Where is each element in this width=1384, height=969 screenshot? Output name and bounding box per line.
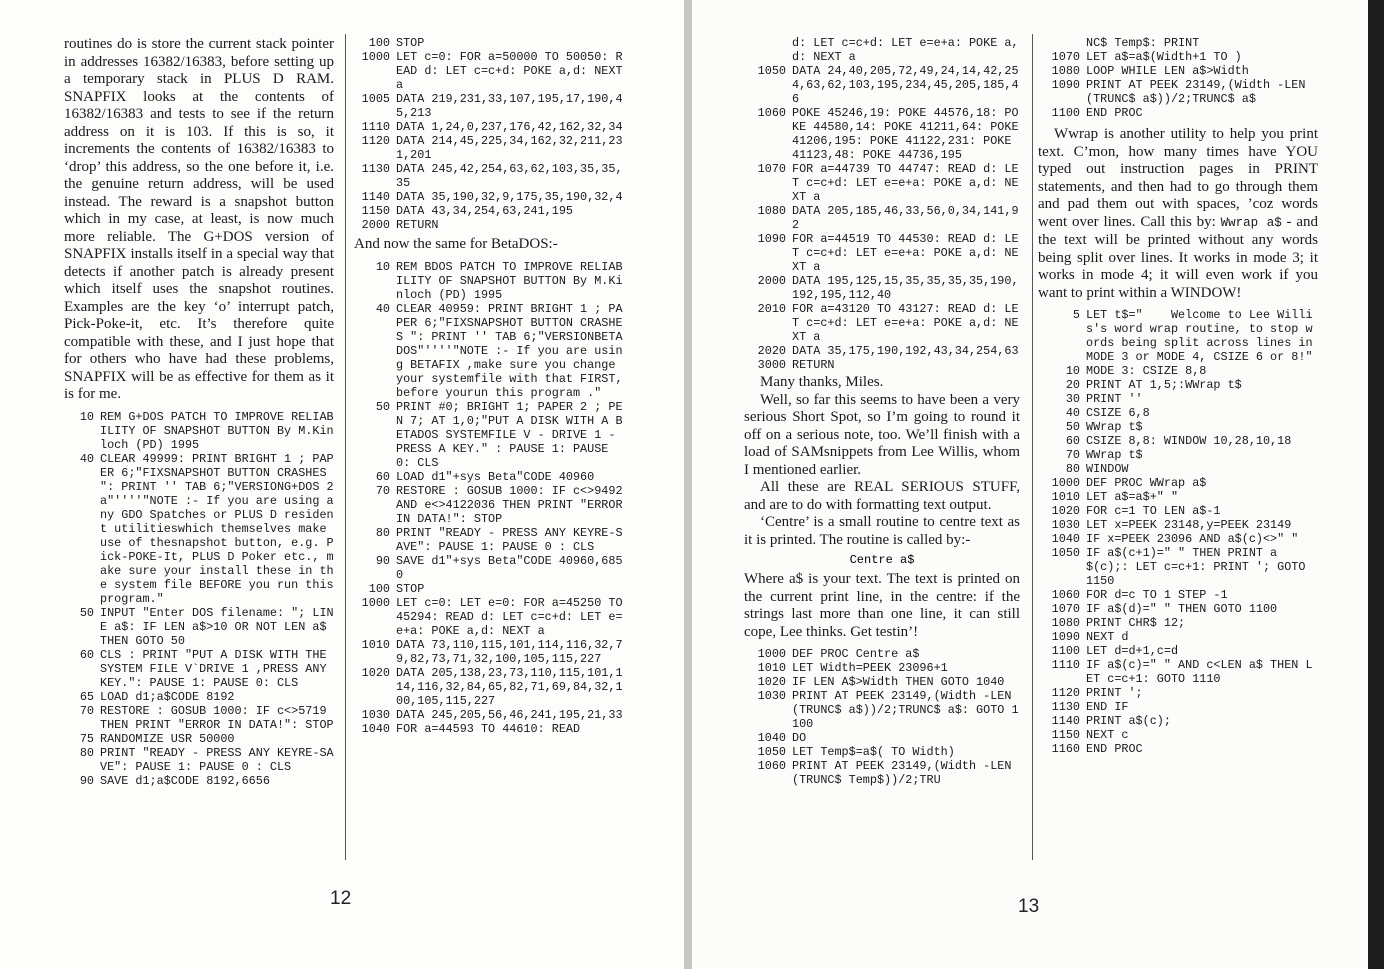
code-text: END IF xyxy=(1086,700,1129,714)
code-text: PRINT "READY - PRESS ANY KEYRE-SAVE": PAUSE 1: PAUSE 0 : CLS xyxy=(100,745,334,774)
line-number: 2000 xyxy=(361,218,390,232)
line-number: 1010 xyxy=(757,661,786,675)
code-line xyxy=(354,582,624,596)
code-text: DATA 24,40,205,72,49,24,14,42,254,63,62,103,195,234,45,205,185,46 xyxy=(792,64,1019,106)
line-number: 1080 xyxy=(1051,64,1080,78)
code-line xyxy=(1038,532,1318,546)
code-line xyxy=(354,400,624,470)
code-text: RETURN xyxy=(396,218,439,232)
line-number: 1050 xyxy=(757,64,786,78)
code-text: DATA 205,185,46,33,56,0,34,141,92 xyxy=(792,204,1019,232)
code-line xyxy=(354,708,624,722)
code-line xyxy=(354,722,624,736)
code-text: LET x=PEEK 23148,y=PEEK 23149 xyxy=(1086,518,1292,532)
line-number: 70 xyxy=(375,483,390,498)
code-line xyxy=(1038,448,1318,462)
wwrap-text-a: Wwrap is another utility to help you print text. C’mon, how many times have YOU typed out instruction pages in PRINT statements, and then had to go through them and pad them out with spaces, ’coz words went over lines. Call this by: xyxy=(1038,126,1318,230)
book-gutter xyxy=(684,0,692,969)
paragraph-short-spot: Well, so far this seems to have been a very serious Short Spot, so I’m going to round it off on a serious note, too. We’ll finish with a load of SAMsnippets from Lee Willis, whom I mentioned earlier. xyxy=(744,391,1020,478)
line-number: 60 xyxy=(375,469,390,484)
right-col1-prose xyxy=(744,374,1020,549)
code-line xyxy=(1038,588,1318,602)
line-number: 1070 xyxy=(757,162,786,176)
line-number: 1020 xyxy=(1051,504,1080,518)
line-number: 1040 xyxy=(1051,532,1080,546)
left-column-2 xyxy=(354,36,630,736)
code-text: NEXT d xyxy=(1086,630,1129,644)
line-number: 1020 xyxy=(757,675,786,689)
code-line xyxy=(354,638,624,666)
code-line xyxy=(64,648,334,690)
code-line xyxy=(354,190,624,204)
left-page xyxy=(0,0,684,969)
line-number: 1030 xyxy=(1051,518,1080,532)
line-number: 1070 xyxy=(1051,602,1080,616)
line-number: 1080 xyxy=(757,204,786,218)
code-text: RETURN xyxy=(792,358,835,372)
code-line xyxy=(1038,490,1318,504)
code-text: PRINT a$(c); xyxy=(1086,714,1171,728)
line-number: 1130 xyxy=(1051,700,1080,714)
code-text: LET Temp$=a$( TO Width) xyxy=(792,745,955,759)
code-line xyxy=(354,260,624,302)
code-line xyxy=(354,301,630,400)
code-line xyxy=(354,204,624,218)
code-line xyxy=(354,134,624,162)
line-number: 1010 xyxy=(361,637,390,652)
column-divider xyxy=(1032,34,1033,860)
wwrap-text-b: - and the text will be printed without any words being split over lines. It works in mode 3; it works in mode 4; it will even work if you want to print within a WINDOW! xyxy=(1038,213,1319,301)
code-text: DATA 219,231,33,107,195,17,190,45,213 xyxy=(396,92,623,120)
paragraph-centre-explain: Where a$ is your text. The text is printed on the current print line, in the centre: if the strings last more than one line, it can still cope, Lee thinks. Get testin’! xyxy=(744,571,1020,640)
line-number: 1000 xyxy=(361,595,390,610)
code-line xyxy=(1038,700,1318,714)
code-line xyxy=(1038,630,1318,644)
line-number: 1110 xyxy=(361,120,390,134)
code-text: REM BDOS PATCH TO IMPROVE RELIABILITY OF SNAPSHOT BUTTON By M.Kinloch (PD) 1995 xyxy=(396,259,623,302)
code-line xyxy=(744,358,1020,372)
line-number: 1020 xyxy=(361,665,390,680)
code-line xyxy=(354,554,624,582)
code-text: DATA 214,45,225,34,162,32,211,231,201 xyxy=(396,134,623,162)
line-number: 2010 xyxy=(757,302,786,316)
code-text: PRINT #0; BRIGHT 1; PAPER 2 ; PEN 7; AT 1,0;"PUT A DISK WITH A BETADOS SYSTEMFILE V - DRIVE 1 - PRESS A KEY." : PAUSE 1: PAUSE 0: CLS xyxy=(396,399,623,470)
code-line xyxy=(1038,462,1318,476)
code-text: LOAD d1"+sys Beta"CODE 40960 xyxy=(396,469,595,484)
code-text: END PROC xyxy=(1086,742,1143,756)
column-divider xyxy=(345,34,346,860)
code-line xyxy=(64,704,334,732)
line-number xyxy=(744,36,792,64)
line-number: 20 xyxy=(1065,378,1080,392)
right-column-1 xyxy=(744,36,1026,787)
page-number-right: 13 xyxy=(1018,896,1040,917)
right-col2-code-a xyxy=(1038,36,1318,120)
line-number: 1000 xyxy=(757,647,786,661)
code-line xyxy=(1038,742,1318,756)
code-line xyxy=(354,218,624,232)
code-text: PRINT '' xyxy=(1086,392,1143,406)
code-text: STOP xyxy=(396,581,425,596)
code-text: d: LET c=c+d: LET e=e+a: POKE a,d: NEXT a xyxy=(792,36,1019,64)
code-text: LET a$=a$(Width+1 TO ) xyxy=(1086,50,1242,64)
line-number: 10 xyxy=(375,259,390,274)
code-text: DATA 43,34,254,63,241,195 xyxy=(396,204,573,218)
code-text: FOR a=44519 TO 44530: READ d: LET c=c+d: LET e=e+a: POKE a,d: NEXT a xyxy=(792,232,1019,274)
line-number: 1040 xyxy=(361,721,390,736)
line-number: 60 xyxy=(79,647,94,662)
code-line xyxy=(354,92,624,120)
line-number: 70 xyxy=(1065,448,1080,462)
code-line xyxy=(64,746,334,774)
line-number: 1150 xyxy=(1051,728,1080,742)
code-text: CSIZE 6,8 xyxy=(1086,406,1150,420)
line-number: 1005 xyxy=(361,92,390,106)
code-line xyxy=(744,731,1020,745)
left-col2-paragraph: And now the same for BetaDOS:- xyxy=(354,236,558,252)
code-text: PRINT AT PEEK 23149,(Width -LEN (TRUNC$ a$))/2;TRUNC$ a$ xyxy=(1086,78,1313,106)
code-line xyxy=(1038,378,1318,392)
code-text: CLEAR 49999: PRINT BRIGHT 1 ; PAPER 6;"FIXSNAPSHOT BUTTON CRASHES ": PRINT '' TAB 6;"VERSIONG+DOS 2a"''''"NOTE :- If you are using any GDO Spatches or PLUS D resident utilitieswhich themselves make use of thesnapshot button, e.g. Pick-POKE-It, PLUS D Poker etc., make sure your install these in the system file BEFORE you run this program." xyxy=(100,451,341,606)
code-line xyxy=(354,526,624,554)
line-number: 50 xyxy=(1065,420,1080,434)
code-line xyxy=(1038,364,1318,378)
code-line xyxy=(744,661,1020,675)
code-text: LET Width=PEEK 23096+1 xyxy=(792,661,948,675)
left-column-1 xyxy=(64,36,341,788)
code-text: DO xyxy=(792,731,807,745)
code-line xyxy=(1038,644,1318,658)
line-number: 90 xyxy=(375,553,390,568)
code-line xyxy=(744,745,1020,759)
centre-call-example: Centre a$ xyxy=(849,553,915,567)
code-text: INPUT "Enter DOS filename: "; LINE a$: IF LEN a$>10 OR NOT LEN a$ THEN GOTO 50 xyxy=(100,605,334,648)
code-text: DATA 245,205,56,46,241,195,21,33 xyxy=(396,707,623,722)
code-text: DEF PROC Centre a$ xyxy=(792,647,920,661)
line-number: 100 xyxy=(368,581,390,596)
code-line xyxy=(744,759,1020,787)
code-line xyxy=(744,64,1020,106)
code-text: RANDOMIZE USR 50000 xyxy=(100,731,235,746)
code-line xyxy=(354,483,630,526)
line-number: 1130 xyxy=(361,162,390,176)
line-number: 80 xyxy=(79,745,94,760)
code-text: LET c=0: LET e=0: FOR a=45250 TO 45294: READ d: LET c=c+d: LET e=e+a: POKE a,d: NEXT a xyxy=(396,595,630,638)
line-number: 3000 xyxy=(757,358,786,372)
line-number: 2020 xyxy=(757,344,786,358)
line-number: 1120 xyxy=(1051,686,1080,700)
code-line xyxy=(1038,616,1318,630)
right-col2-code-b xyxy=(1038,308,1318,756)
line-number: 1140 xyxy=(361,190,390,204)
code-text: IF a$(c+1)=" " THEN PRINT a$(c);: LET c=c+1: PRINT '; GOTO 1150 xyxy=(1086,546,1313,588)
code-line xyxy=(1038,78,1318,106)
code-text: IF LEN A$>Width THEN GOTO 1040 xyxy=(792,675,1005,689)
code-text: NEXT c xyxy=(1086,728,1129,742)
code-line xyxy=(744,232,1020,274)
line-number: 1160 xyxy=(1051,742,1080,756)
line-number: 1090 xyxy=(1051,78,1080,92)
line-number: 1100 xyxy=(1051,644,1080,658)
code-line xyxy=(354,50,630,92)
code-line xyxy=(744,106,1026,162)
code-line xyxy=(354,162,624,190)
code-text: RESTORE : GOSUB 1000: IF c<>5719 THEN PRINT "ERROR IN DATA!": STOP xyxy=(100,703,334,732)
code-text: LET d=d+1,c=d xyxy=(1086,644,1179,658)
line-number: 1090 xyxy=(1051,630,1080,644)
left-col2-code-a xyxy=(354,36,630,232)
code-line xyxy=(64,451,341,606)
line-number: 1080 xyxy=(1051,616,1080,630)
line-number: 1090 xyxy=(757,232,786,246)
code-text: DATA 35,175,190,192,43,34,254,63 xyxy=(792,344,1019,358)
code-text: LET c=0: FOR a=50000 TO 50050: READ d: LET c=c+d: POKE a,d: NEXT a xyxy=(396,50,630,92)
code-text: DATA 205,138,23,73,110,115,101,114,116,32,84,65,82,71,69,84,32,100,105,115,227 xyxy=(396,665,623,708)
code-line xyxy=(1038,392,1318,406)
paragraph-serious-stuff: All these are REAL SERIOUS STUFF, and are to do with formatting text output. xyxy=(744,479,1020,513)
line-number: 40 xyxy=(375,301,390,316)
code-text: SAVE d1;a$CODE 8192,6656 xyxy=(100,773,270,788)
line-number: 90 xyxy=(79,773,94,788)
line-number: 1000 xyxy=(1051,476,1080,490)
right-col1-code-a xyxy=(744,36,1026,372)
code-line xyxy=(744,36,1020,64)
code-line xyxy=(64,410,334,452)
code-line xyxy=(744,675,1020,689)
code-line xyxy=(1038,406,1318,420)
code-text: LOAD d1;a$CODE 8192 xyxy=(100,689,235,704)
code-line xyxy=(1038,106,1318,120)
line-number: 1050 xyxy=(1051,546,1080,560)
line-number: 75 xyxy=(79,731,94,746)
code-text: DATA 73,110,115,101,114,116,32,79,82,73,71,32,100,105,115,227 xyxy=(396,637,623,666)
code-text: SAVE d1"+sys Beta"CODE 40960,6850 xyxy=(396,553,623,582)
code-text: CLEAR 40959: PRINT BRIGHT 1 ; PAPER 6;"FIXSNAPSHOT BUTTON CRASHES ": PRINT '' TAB 6;"VERSIONBETADOS"''''"NOTE :- If you are using BETAFIX ,make sure you change your systemfile with that FIRST, before yourun this program ." xyxy=(396,301,630,400)
code-line xyxy=(1038,602,1318,616)
left-col2-code-b xyxy=(354,259,630,736)
wwrap-inline-code: Wwrap a$ xyxy=(1220,215,1282,230)
code-line xyxy=(1038,50,1318,64)
code-text: IF a$(c)=" " AND c<LEN a$ THEN LET c=c+1: GOTO 1110 xyxy=(1086,658,1313,686)
code-line xyxy=(1038,476,1318,490)
code-line xyxy=(1038,36,1318,50)
code-line xyxy=(744,162,1020,204)
code-line xyxy=(744,204,1020,232)
code-line xyxy=(354,595,630,638)
code-text: PRINT "READY - PRESS ANY KEYRE-SAVE": PAUSE 1: PAUSE 0 : CLS xyxy=(396,525,623,554)
line-number: 40 xyxy=(79,451,94,466)
code-line xyxy=(64,732,334,746)
line-number: 1060 xyxy=(757,759,786,773)
line-number: 30 xyxy=(1065,392,1080,406)
code-text: STOP xyxy=(396,36,425,50)
code-line xyxy=(1038,518,1318,532)
code-text: PRINT AT PEEK 23149,(Width -LEN (TRUNC$ Temp$))/2;TRU xyxy=(792,759,1019,787)
code-text: REM G+DOS PATCH TO IMPROVE RELIABILITY OF SNAPSHOT BUTTON By M.Kinloch (PD) 1995 xyxy=(100,409,334,452)
paragraph-wwrap xyxy=(1038,126,1318,302)
paragraph-thanks: Many thanks, Miles. xyxy=(760,374,884,390)
line-number: 40 xyxy=(1065,406,1080,420)
code-text: IF x=PEEK 23096 AND a$(c)<>" " xyxy=(1086,532,1299,546)
line-number: 100 xyxy=(368,36,390,50)
code-text: FOR a=43120 TO 43127: READ d: LET c=c+d: LET e=e+a: POKE a,d: NEXT a xyxy=(792,302,1019,344)
code-line xyxy=(354,666,624,708)
line-number: 1150 xyxy=(361,204,390,218)
code-line xyxy=(1038,686,1318,700)
code-line xyxy=(744,274,1020,302)
code-line xyxy=(354,120,624,134)
code-text: FOR d=c TO 1 STEP -1 xyxy=(1086,588,1228,602)
code-line xyxy=(1038,658,1318,686)
code-text: PRINT AT 1,5;:WWrap t$ xyxy=(1086,378,1242,392)
code-text: NC$ Temp$: PRINT xyxy=(1086,36,1200,50)
page-number-left: 12 xyxy=(330,888,352,909)
code-text: CSIZE 8,8: WINDOW 10,28,10,18 xyxy=(1086,434,1292,448)
code-text: LET a$=a$+" " xyxy=(1086,490,1179,504)
line-number: 1110 xyxy=(1051,658,1080,672)
code-text: RESTORE : GOSUB 1000: IF c<>9492 AND e<>4122036 THEN PRINT "ERROR IN DATA!": STOP xyxy=(396,483,630,526)
code-text: PRINT CHR$ 12; xyxy=(1086,616,1186,630)
line-number: 60 xyxy=(1065,434,1080,448)
line-number: 1030 xyxy=(361,707,390,722)
code-text: WWrap t$ xyxy=(1086,420,1143,434)
code-text: LET t$=" Welcome to Lee Willis's word wrap routine, to stop words being split across lines in MODE 3 or MODE 4, CSIZE 6 or 8!" xyxy=(1086,308,1320,364)
code-text: WWrap t$ xyxy=(1086,448,1143,462)
code-line xyxy=(354,36,624,50)
code-text: DATA 245,42,254,63,62,103,35,35,35 xyxy=(396,162,623,190)
line-number xyxy=(1038,36,1086,50)
line-number: 80 xyxy=(375,525,390,540)
code-text: PRINT AT PEEK 23149,(Width -LEN (TRUNC$ a$))/2;TRUNC$ a$: GOTO 1100 xyxy=(792,689,1019,731)
code-text: FOR c=1 TO LEN a$-1 xyxy=(1086,504,1221,518)
code-text: FOR a=44739 TO 44747: READ d: LET c=c+d: LET e=e+a: POKE a,d: NEXT a xyxy=(792,162,1019,204)
line-number: 1140 xyxy=(1051,714,1080,728)
code-line xyxy=(1038,714,1318,728)
code-text: IF a$(d)=" " THEN GOTO 1100 xyxy=(1086,602,1278,616)
code-line xyxy=(354,470,624,484)
code-text: FOR a=44593 TO 44610: READ xyxy=(396,721,581,736)
left-col1-code xyxy=(64,409,341,788)
line-number: 10 xyxy=(79,409,94,424)
code-text: PRINT '; xyxy=(1086,686,1143,700)
code-line xyxy=(744,647,1020,661)
line-number: 10 xyxy=(1065,364,1080,378)
code-text: POKE 45246,19: POKE 44576,18: POKE 44580,14: POKE 41211,64: POKE 41206,195: POKE 41122,231: POKE 41123,48: POKE 44736,195 xyxy=(792,106,1026,162)
code-text: MODE 3: CSIZE 8,8 xyxy=(1086,364,1207,378)
code-line xyxy=(1038,728,1318,742)
line-number: 80 xyxy=(1065,462,1080,476)
code-line xyxy=(1038,504,1318,518)
code-line xyxy=(1038,546,1318,588)
code-line xyxy=(1038,434,1318,448)
line-number: 2000 xyxy=(757,274,786,288)
line-number: 70 xyxy=(79,703,94,718)
code-text: DATA 35,190,32,9,175,35,190,32,4 xyxy=(396,190,623,204)
right-page xyxy=(692,0,1384,969)
code-text: DEF PROC WWrap a$ xyxy=(1086,476,1207,490)
line-number: 1000 xyxy=(361,50,390,64)
line-number: 5 xyxy=(1072,308,1080,322)
code-line xyxy=(744,689,1020,731)
line-number: 1060 xyxy=(1051,588,1080,602)
right-col1-code-b xyxy=(744,647,1020,787)
line-number: 1010 xyxy=(1051,490,1080,504)
code-line xyxy=(744,302,1020,344)
code-text: LOOP WHILE LEN a$>Width xyxy=(1086,64,1249,78)
code-line xyxy=(64,774,334,788)
line-number: 50 xyxy=(375,399,390,414)
line-number: 50 xyxy=(79,605,94,620)
line-number: 1040 xyxy=(757,731,786,745)
code-text: WINDOW xyxy=(1086,462,1129,476)
line-number: 1030 xyxy=(757,689,786,703)
line-number: 65 xyxy=(79,689,94,704)
code-line xyxy=(744,344,1020,358)
scan-edge xyxy=(1368,0,1384,969)
line-number: 1060 xyxy=(757,106,786,120)
code-text: DATA 1,24,0,237,176,42,162,32,34 xyxy=(396,120,623,134)
code-line xyxy=(1038,420,1318,434)
left-col1-paragraph: routines do is store the current stack pointer in addresses 16382/16383, before setting up a temporary stack in PLUS D RAM. SNAPFIX looks at the contents of 16382/16383 and tests to see if the return address on it is 103. If this is so, it increments the contents of 16382/16383 to ‘drop’ this address, so the one before it, i.e. the genuine return address, will be used instead. The reward is a snapshot button which in my case, at least, is now much more reliable. The G+DOS version of SNAPFIX installs itself in a special way that detects if another patch is already present which itself uses the snapshot routines. Examples are the key ‘o’ interrupt patch, Pick-Poke-it, etc. It’s therefore quite compatible with these, and I just hope that for others who have had these problems, SNAPFIX will be as effective for them as it is for me. xyxy=(64,36,334,402)
code-line xyxy=(64,690,334,704)
code-text: END PROC xyxy=(1086,106,1143,120)
code-text: CLS : PRINT "PUT A DISK WITH THE SYSTEM FILE V`DRIVE 1 ,PRESS ANY KEY.": PAUSE 1: PAUSE 0: CLS xyxy=(100,647,334,690)
line-number: 1050 xyxy=(757,745,786,759)
line-number: 1070 xyxy=(1051,50,1080,64)
right-column-2 xyxy=(1038,36,1318,756)
line-number: 1120 xyxy=(361,134,390,148)
paragraph-centre-intro: ‘Centre’ is a small routine to centre text as it is printed. The routine is called by:- xyxy=(744,514,1020,548)
code-line xyxy=(1038,64,1318,78)
code-line xyxy=(1038,308,1318,364)
code-text: DATA 195,125,15,35,35,35,35,190,192,195,112,40 xyxy=(792,274,1019,302)
line-number: 1100 xyxy=(1051,106,1080,120)
code-line xyxy=(64,606,334,648)
